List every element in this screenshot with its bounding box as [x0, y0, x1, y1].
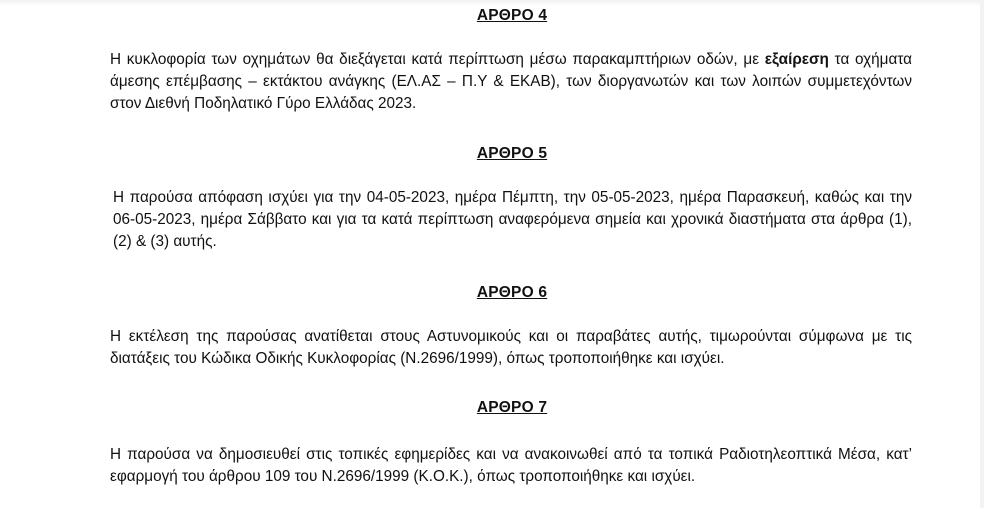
article-5-text: Η παρούσα απόφαση ισχύει για την 04-05-2023, ημέρα Πέμπτη, την 05-05-2023, ημέρα Παρασκευή, καθώς και την 06-05-2023, ημέρα Σάββατο και για τα κατά περίπτωση αναφερόμενα σημεία και χρονικά διαστήματα στα άρθρα (1), (2) & (3) αυτής.	[113, 189, 912, 250]
article-4-heading: ΑΡΘΡΟ 4	[476, 7, 548, 24]
page-top-edge	[0, 0, 984, 6]
article-4-bold-word: εξαίρεση	[764, 51, 829, 68]
article-7-text: Η παρούσα να δημοσιευθεί στις τοπικές εφημερίδες και να ανακοινωθεί από τα τοπικά Ραδιοτηλεοπτικά Μέσα, κατ’ εφαρμογή του άρθρου 109 του Ν.2696/1999 (Κ.Ο.Κ.), όπως τροποποιήθηκε και ισχύει.	[110, 446, 912, 485]
article-4-text-end: τα οχήματα άμεσης επέμβασης – εκτάκτου ανάγκης (ΕΛ.ΑΣ – Π.Υ & ΕΚΑΒ), των διοργανωτών και των λοιπών συμμετεχόντων στον Διεθνή Ποδηλατικό Γύρο Ελλάδας 2023.	[110, 51, 912, 112]
article-4-text	[110, 49, 912, 115]
article-5-heading: ΑΡΘΡΟ 5	[476, 145, 548, 162]
article-6-text: Η εκτέλεση της παρούσας ανατίθεται στους Αστυνομικούς και οι παραβάτες αυτής, τιμωρούνται σύμφωνα με τις διατάξεις του Κώδικα Οδικής Κυκλοφορίας (Ν.2696/1999), όπως τροποποιήθηκε και ισχύει.	[110, 328, 912, 367]
article-6-heading: ΑΡΘΡΟ 6	[476, 284, 548, 301]
scrollbar-edge[interactable]	[980, 0, 984, 508]
article-7-heading: ΑΡΘΡΟ 7	[476, 399, 548, 416]
article-4-text-start: Η κυκλοφορία των οχημάτων θα διεξάγεται κατά περίπτωση μέσω παρακαμπτήριων οδών, με	[110, 51, 765, 68]
